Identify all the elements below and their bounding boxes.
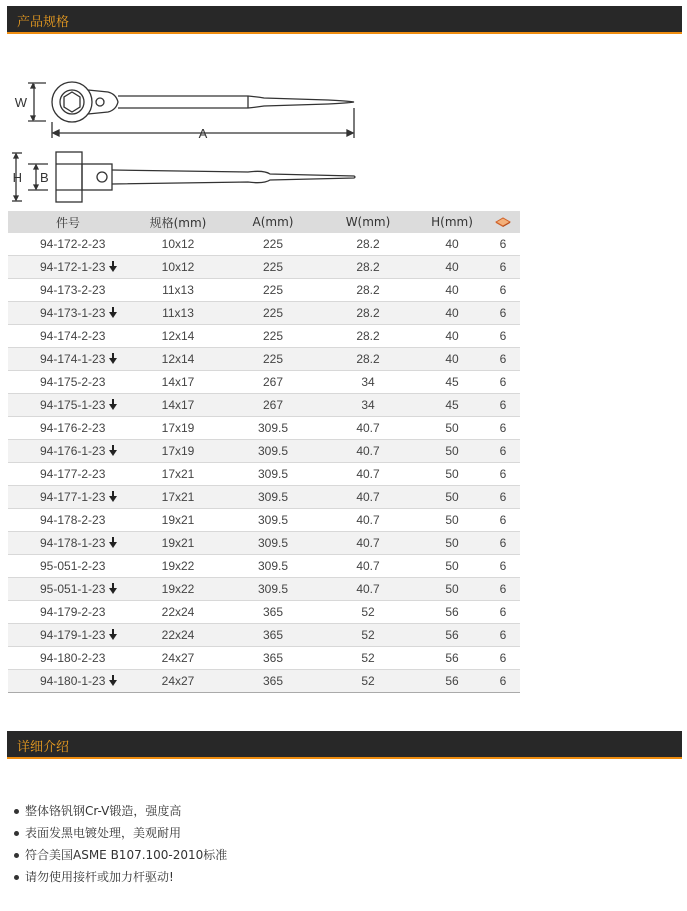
down-arrow-icon bbox=[109, 445, 117, 456]
cell-spec: 19x21 bbox=[128, 509, 228, 532]
cell-h: 50 bbox=[418, 555, 486, 578]
part-no-text: 94-176-2-23 bbox=[40, 421, 106, 435]
cell-package-qty: 6 bbox=[486, 256, 520, 279]
cell-package-qty: 6 bbox=[486, 348, 520, 371]
table-row bbox=[8, 348, 520, 371]
cell-part-no bbox=[8, 233, 128, 256]
header-a: A(mm) bbox=[228, 211, 318, 233]
cell-a: 309.5 bbox=[228, 578, 318, 601]
down-arrow-icon bbox=[109, 537, 117, 548]
header-h: H(mm) bbox=[418, 211, 486, 233]
cell-spec: 24x27 bbox=[128, 647, 228, 670]
cell-a: 309.5 bbox=[228, 463, 318, 486]
cell-h: 56 bbox=[418, 624, 486, 647]
cell-spec: 11x13 bbox=[128, 302, 228, 325]
part-no-text: 94-172-2-23 bbox=[40, 237, 106, 251]
cell-package-qty: 6 bbox=[486, 440, 520, 463]
cell-h: 50 bbox=[418, 486, 486, 509]
spec-section-header bbox=[7, 6, 682, 34]
cell-w: 28.2 bbox=[318, 302, 418, 325]
cell-a: 225 bbox=[228, 325, 318, 348]
table-row bbox=[8, 325, 520, 348]
table-row bbox=[8, 256, 520, 279]
cell-spec: 19x21 bbox=[128, 532, 228, 555]
cell-part-no bbox=[8, 279, 128, 302]
cell-spec: 10x12 bbox=[128, 233, 228, 256]
cell-part-no bbox=[8, 624, 128, 647]
part-no-text: 94-180-1-23 bbox=[40, 674, 106, 688]
dimension-label-h: H bbox=[12, 170, 22, 185]
cell-w: 40.7 bbox=[318, 486, 418, 509]
cell-part-no bbox=[8, 417, 128, 440]
cell-part-no bbox=[8, 532, 128, 555]
table-row bbox=[8, 670, 520, 693]
cell-package-qty: 6 bbox=[486, 509, 520, 532]
part-no-text: 95-051-2-23 bbox=[40, 559, 106, 573]
cell-a: 365 bbox=[228, 670, 318, 693]
details-section-header bbox=[7, 731, 682, 759]
cell-spec: 17x19 bbox=[128, 440, 228, 463]
cell-a: 225 bbox=[228, 256, 318, 279]
down-arrow-icon bbox=[109, 675, 117, 686]
cell-w: 34 bbox=[318, 371, 418, 394]
cell-part-no bbox=[8, 440, 128, 463]
spec-section-title: 产品规格 bbox=[17, 15, 70, 30]
table-row bbox=[8, 532, 520, 555]
cell-package-qty: 6 bbox=[486, 233, 520, 256]
cell-package-qty: 6 bbox=[486, 417, 520, 440]
details-section-title: 详细介绍 bbox=[17, 740, 70, 755]
cell-w: 40.7 bbox=[318, 578, 418, 601]
cell-h: 45 bbox=[418, 371, 486, 394]
header-w: W(mm) bbox=[318, 211, 418, 233]
part-no-text: 94-177-1-23 bbox=[40, 490, 106, 504]
cell-w: 52 bbox=[318, 670, 418, 693]
wrench-dimension-diagram bbox=[8, 78, 368, 208]
table-row bbox=[8, 486, 520, 509]
cell-spec: 22x24 bbox=[128, 601, 228, 624]
cell-h: 50 bbox=[418, 578, 486, 601]
cell-a: 309.5 bbox=[228, 509, 318, 532]
cell-a: 365 bbox=[228, 647, 318, 670]
cell-w: 28.2 bbox=[318, 348, 418, 371]
cell-w: 34 bbox=[318, 394, 418, 417]
cell-package-qty: 6 bbox=[486, 555, 520, 578]
cell-a: 365 bbox=[228, 601, 318, 624]
dimension-label-b: B bbox=[40, 170, 49, 185]
cell-part-no bbox=[8, 348, 128, 371]
cell-h: 50 bbox=[418, 463, 486, 486]
cell-a: 225 bbox=[228, 279, 318, 302]
header-package bbox=[486, 211, 520, 233]
cell-package-qty: 6 bbox=[486, 486, 520, 509]
cell-h: 56 bbox=[418, 647, 486, 670]
cell-package-qty: 6 bbox=[486, 601, 520, 624]
table-row bbox=[8, 578, 520, 601]
table-row bbox=[8, 647, 520, 670]
cell-spec: 10x12 bbox=[128, 256, 228, 279]
table-row bbox=[8, 302, 520, 325]
cell-w: 40.7 bbox=[318, 463, 418, 486]
cell-w: 40.7 bbox=[318, 555, 418, 578]
box-icon bbox=[495, 217, 511, 228]
table-row bbox=[8, 394, 520, 417]
cell-package-qty: 6 bbox=[486, 302, 520, 325]
cell-w: 40.7 bbox=[318, 509, 418, 532]
cell-w: 28.2 bbox=[318, 279, 418, 302]
dimension-label-w: W bbox=[14, 95, 27, 110]
cell-spec: 19x22 bbox=[128, 578, 228, 601]
spec-table-container bbox=[8, 211, 520, 693]
part-no-text: 94-179-2-23 bbox=[40, 605, 106, 619]
cell-w: 28.2 bbox=[318, 233, 418, 256]
cell-spec: 24x27 bbox=[128, 670, 228, 693]
wrench-side-view bbox=[12, 152, 355, 202]
cell-spec: 17x19 bbox=[128, 417, 228, 440]
cell-package-qty: 6 bbox=[486, 624, 520, 647]
table-row bbox=[8, 509, 520, 532]
header-part-no: 件号 bbox=[8, 211, 128, 233]
cell-spec: 22x24 bbox=[128, 624, 228, 647]
cell-a: 225 bbox=[228, 302, 318, 325]
header-spec: 规格(mm) bbox=[128, 211, 228, 233]
cell-w: 40.7 bbox=[318, 417, 418, 440]
down-arrow-icon bbox=[109, 261, 117, 272]
feature-item: 符合美国ASME B107.100-2010标准 bbox=[14, 844, 227, 866]
feature-item: 整体铬钒钢Cr-V锻造，强度高 bbox=[14, 800, 227, 822]
cell-a: 365 bbox=[228, 624, 318, 647]
part-no-text: 94-178-2-23 bbox=[40, 513, 106, 527]
down-arrow-icon bbox=[109, 353, 117, 364]
cell-package-qty: 6 bbox=[486, 394, 520, 417]
cell-a: 309.5 bbox=[228, 532, 318, 555]
cell-package-qty: 6 bbox=[486, 463, 520, 486]
cell-part-no bbox=[8, 302, 128, 325]
part-no-text: 94-175-2-23 bbox=[40, 375, 106, 389]
table-row bbox=[8, 279, 520, 302]
cell-h: 50 bbox=[418, 509, 486, 532]
part-no-text: 95-051-1-23 bbox=[40, 582, 106, 596]
cell-spec: 14x17 bbox=[128, 394, 228, 417]
cell-h: 40 bbox=[418, 348, 486, 371]
cell-package-qty: 6 bbox=[486, 647, 520, 670]
cell-part-no bbox=[8, 601, 128, 624]
table-row bbox=[8, 555, 520, 578]
cell-h: 56 bbox=[418, 601, 486, 624]
part-no-text: 94-180-2-23 bbox=[40, 651, 106, 665]
cell-a: 309.5 bbox=[228, 486, 318, 509]
cell-a: 267 bbox=[228, 394, 318, 417]
cell-part-no bbox=[8, 325, 128, 348]
part-no-text: 94-177-2-23 bbox=[40, 467, 106, 481]
cell-part-no bbox=[8, 463, 128, 486]
cell-a: 309.5 bbox=[228, 555, 318, 578]
down-arrow-icon bbox=[109, 307, 117, 318]
part-no-text: 94-175-1-23 bbox=[40, 398, 106, 412]
cell-part-no bbox=[8, 394, 128, 417]
part-no-text: 94-172-1-23 bbox=[40, 260, 106, 274]
cell-package-qty: 6 bbox=[486, 532, 520, 555]
cell-part-no bbox=[8, 555, 128, 578]
part-no-text: 94-174-1-23 bbox=[40, 352, 106, 366]
cell-h: 56 bbox=[418, 670, 486, 693]
cell-h: 50 bbox=[418, 440, 486, 463]
cell-part-no bbox=[8, 256, 128, 279]
cell-part-no bbox=[8, 647, 128, 670]
cell-part-no bbox=[8, 371, 128, 394]
cell-h: 40 bbox=[418, 279, 486, 302]
table-row bbox=[8, 601, 520, 624]
table-row bbox=[8, 624, 520, 647]
cell-package-qty: 6 bbox=[486, 670, 520, 693]
cell-h: 40 bbox=[418, 256, 486, 279]
table-row bbox=[8, 463, 520, 486]
cell-w: 28.2 bbox=[318, 325, 418, 348]
cell-w: 28.2 bbox=[318, 256, 418, 279]
cell-h: 40 bbox=[418, 325, 486, 348]
table-row bbox=[8, 440, 520, 463]
cell-w: 40.7 bbox=[318, 440, 418, 463]
cell-package-qty: 6 bbox=[486, 578, 520, 601]
cell-w: 40.7 bbox=[318, 532, 418, 555]
table-row bbox=[8, 233, 520, 256]
cell-spec: 14x17 bbox=[128, 371, 228, 394]
part-no-text: 94-178-1-23 bbox=[40, 536, 106, 550]
cell-a: 309.5 bbox=[228, 417, 318, 440]
cell-h: 50 bbox=[418, 532, 486, 555]
feature-item: 请勿使用接杆或加力杆驱动! bbox=[14, 866, 227, 888]
cell-part-no bbox=[8, 578, 128, 601]
cell-spec: 11x13 bbox=[128, 279, 228, 302]
down-arrow-icon bbox=[109, 583, 117, 594]
cell-spec: 12x14 bbox=[128, 325, 228, 348]
table-row bbox=[8, 417, 520, 440]
table-header-row bbox=[8, 211, 520, 233]
cell-w: 52 bbox=[318, 601, 418, 624]
cell-spec: 17x21 bbox=[128, 463, 228, 486]
part-no-text: 94-174-2-23 bbox=[40, 329, 106, 343]
dimension-label-a: A bbox=[198, 126, 208, 141]
cell-h: 45 bbox=[418, 394, 486, 417]
cell-part-no bbox=[8, 670, 128, 693]
part-no-text: 94-179-1-23 bbox=[40, 628, 106, 642]
cell-part-no bbox=[8, 509, 128, 532]
cell-a: 309.5 bbox=[228, 440, 318, 463]
cell-h: 40 bbox=[418, 233, 486, 256]
cell-spec: 19x22 bbox=[128, 555, 228, 578]
cell-w: 52 bbox=[318, 624, 418, 647]
cell-spec: 12x14 bbox=[128, 348, 228, 371]
cell-a: 225 bbox=[228, 233, 318, 256]
cell-a: 225 bbox=[228, 348, 318, 371]
cell-a: 267 bbox=[228, 371, 318, 394]
part-no-text: 94-176-1-23 bbox=[40, 444, 106, 458]
spec-table bbox=[8, 211, 520, 693]
cell-h: 40 bbox=[418, 302, 486, 325]
cell-package-qty: 6 bbox=[486, 371, 520, 394]
down-arrow-icon bbox=[109, 399, 117, 410]
part-no-text: 94-173-2-23 bbox=[40, 283, 106, 297]
part-no-text: 94-173-1-23 bbox=[40, 306, 106, 320]
wrench-top-view bbox=[28, 82, 354, 138]
cell-package-qty: 6 bbox=[486, 279, 520, 302]
down-arrow-icon bbox=[109, 629, 117, 640]
cell-h: 50 bbox=[418, 417, 486, 440]
cell-spec: 17x21 bbox=[128, 486, 228, 509]
table-row bbox=[8, 371, 520, 394]
cell-part-no bbox=[8, 486, 128, 509]
cell-package-qty: 6 bbox=[486, 325, 520, 348]
feature-item: 表面发黑电镀处理，美观耐用 bbox=[14, 822, 227, 844]
cell-w: 52 bbox=[318, 647, 418, 670]
feature-list bbox=[14, 800, 227, 888]
down-arrow-icon bbox=[109, 491, 117, 502]
